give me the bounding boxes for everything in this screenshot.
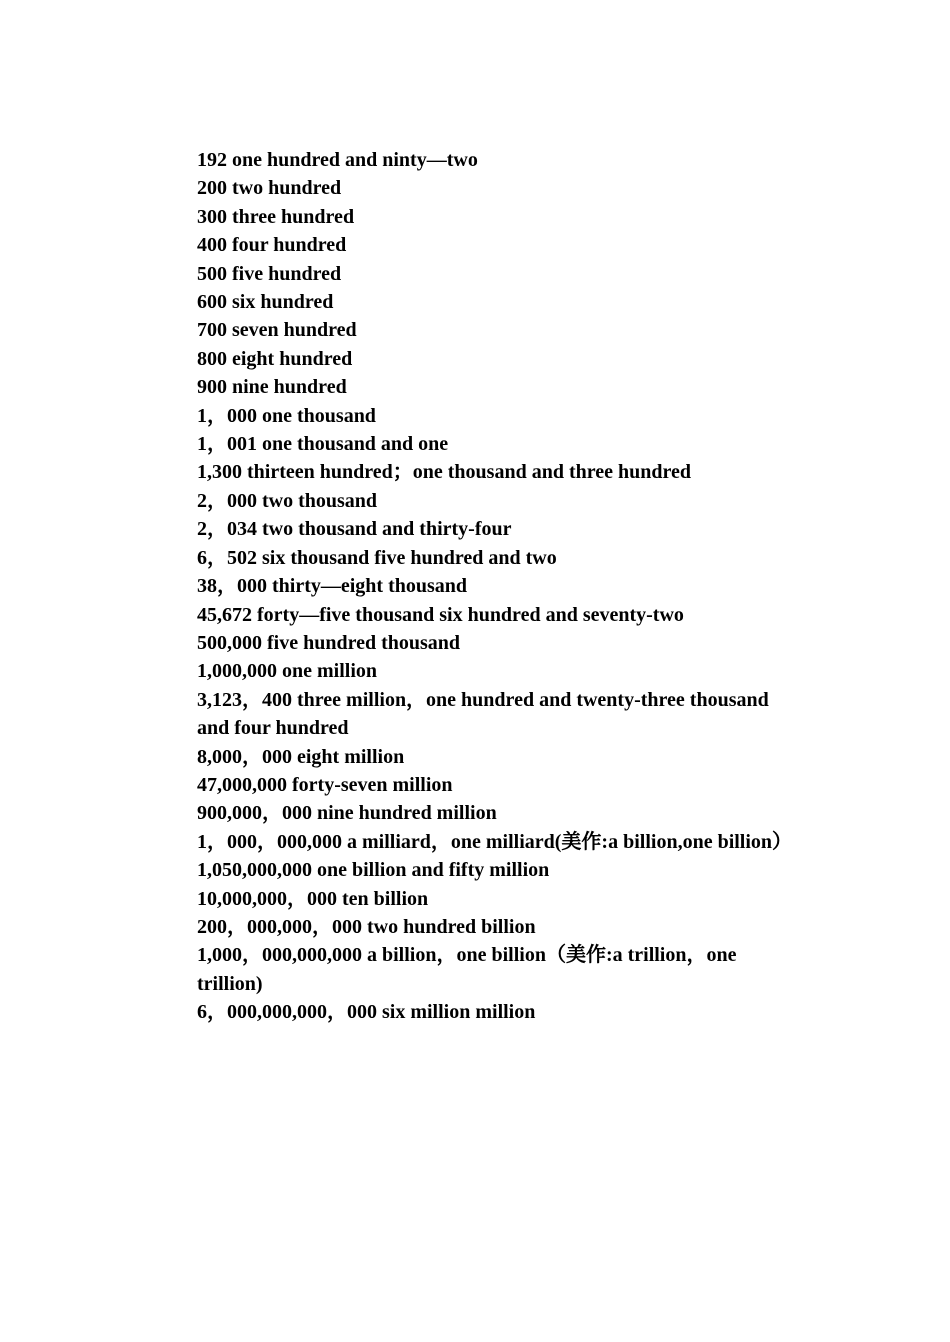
list-line: 2，034 two thousand and thirty-four [197,518,512,541]
list-line: 1，000，000,000 a milliard，one milliard(美作:a billion,one billion） [197,830,793,853]
list-line: 700 seven hundred [197,319,357,342]
list-line: 200 two hundred [197,177,342,200]
list-line: 38，000 thirty—eight thousand [197,575,468,598]
list-line: 1，001 one thousand and one [197,433,449,456]
number-word-list [197,146,797,1027]
list-line: 47,000,000 forty-seven million [197,773,453,796]
list-line: 500 five hundred [197,262,342,285]
list-line: 500,000 five hundred thousand [197,631,461,654]
list-line: 6，502 six thousand five hundred and two [197,546,557,569]
list-line: 300 three hundred [197,205,355,228]
list-line: 45,672 forty—five thousand six hundred and seventy-two [197,603,684,626]
list-line: 3,123，400 three million，one hundred and twenty-three thousand and four hundred [197,688,774,740]
list-line: 10,000,000，000 ten billion [197,887,429,910]
list-line: 800 eight hundred [197,347,353,370]
list-line: 400 four hundred [197,234,347,257]
list-line: 200，000,000，000 two hundred billion [197,915,536,938]
list-line: 600 six hundred [197,291,334,314]
list-line: 1,300 thirteen hundred；one thousand and three hundred [197,461,692,484]
list-line: 8,000，000 eight million [197,745,405,768]
list-line: 1,000,000 one million [197,660,378,683]
list-line: 6，000,000,000，000 six million million [197,1001,536,1024]
list-line: 1，000 one thousand [197,404,376,427]
list-line: 1,050,000,000 one billion and fifty million [197,859,550,882]
list-line: 1,000，000,000,000 a billion，one billion（美作:a trillion，one trillion) [197,944,742,995]
list-line: 2，000 two thousand [197,489,378,512]
list-line: 900 nine hundred [197,376,347,399]
list-line: 900,000，000 nine hundred million [197,802,497,825]
list-line: 192 one hundred and ninty—two [197,149,478,171]
